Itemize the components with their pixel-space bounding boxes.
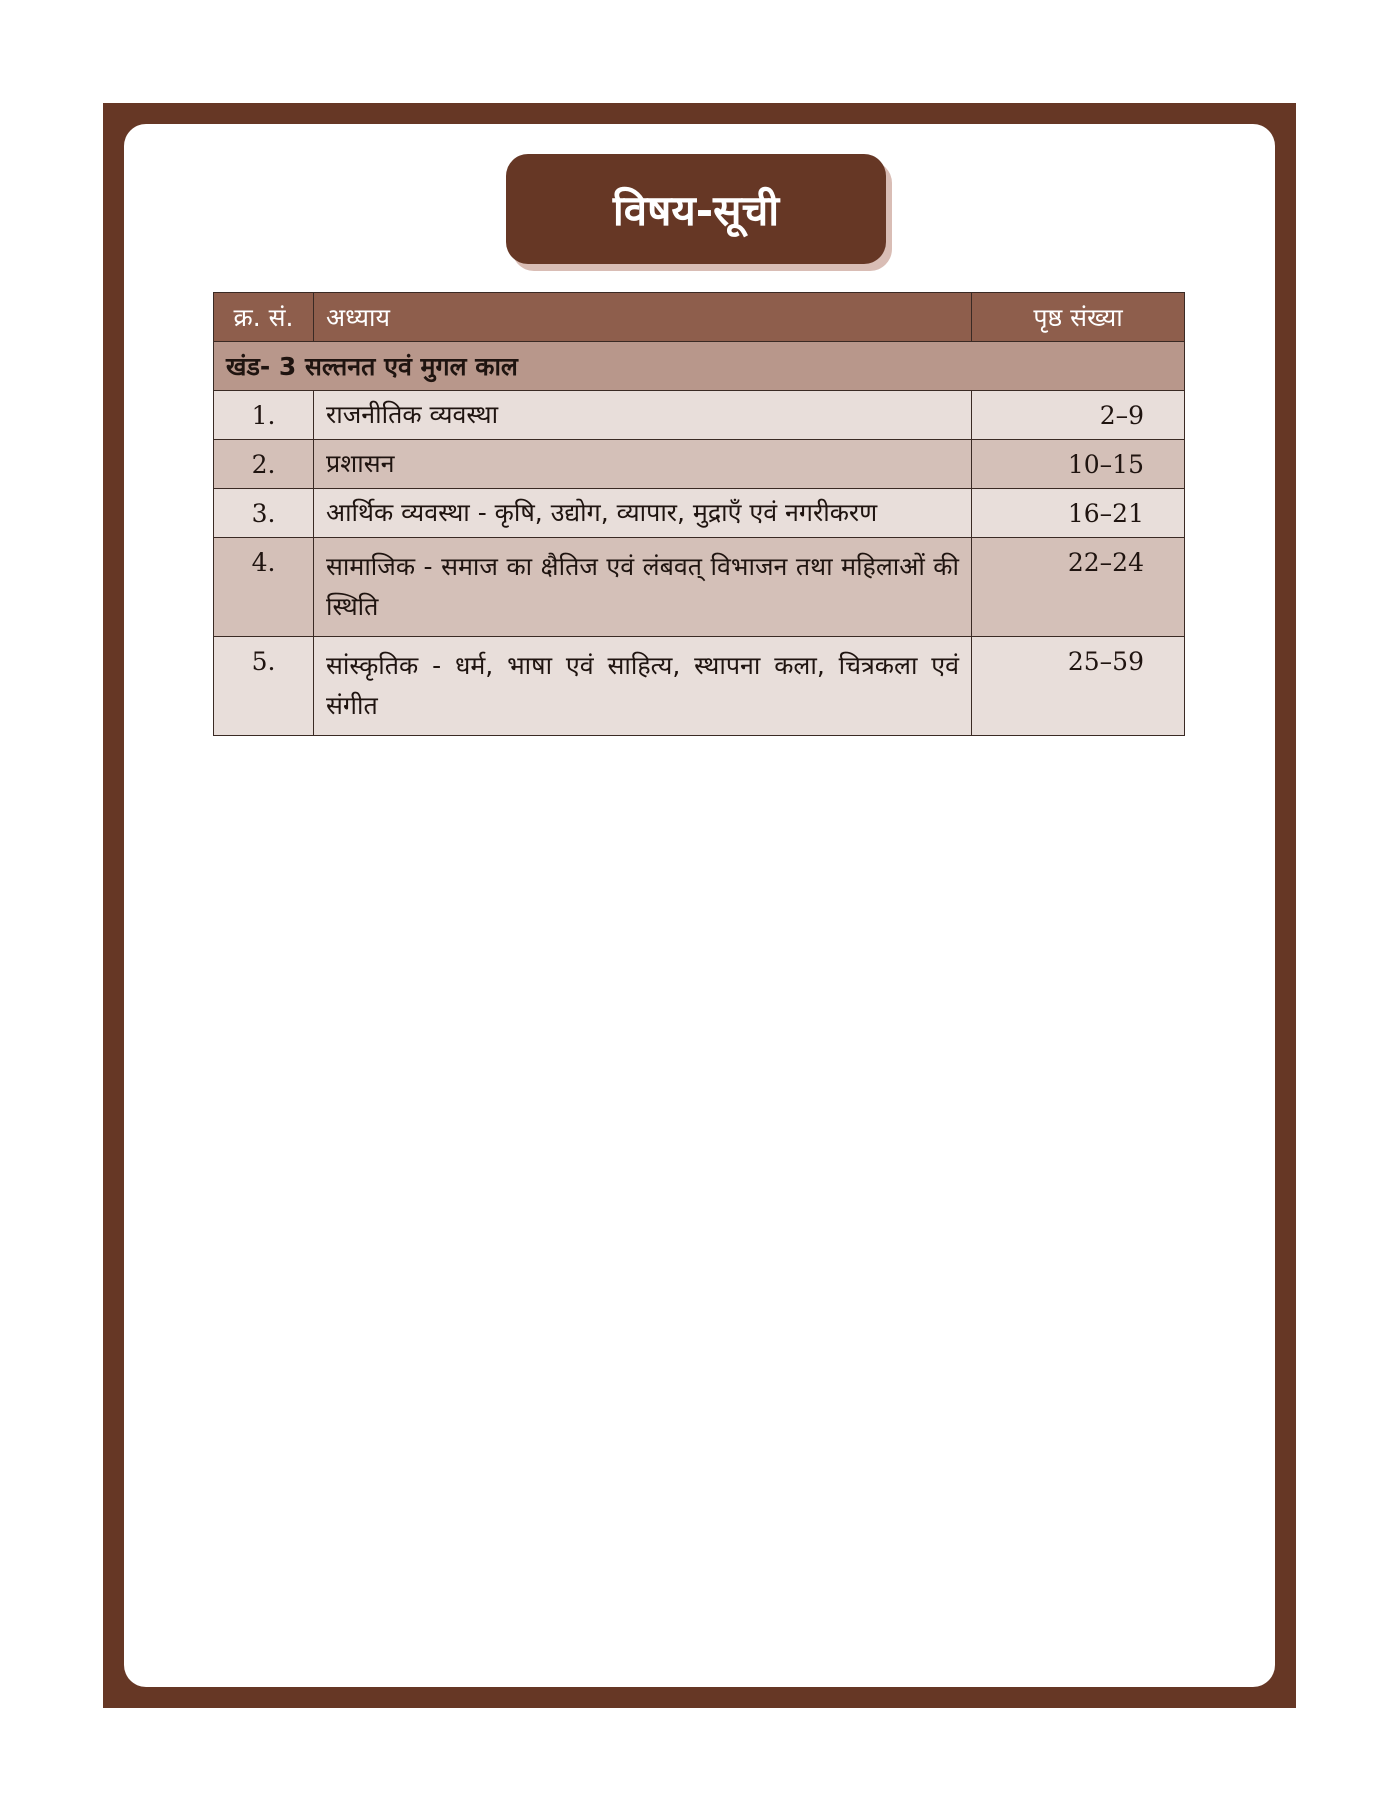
header-page: पृष्ठ संख्या <box>972 293 1185 342</box>
row-serial: 1. <box>214 391 314 440</box>
contents-table <box>213 292 1185 736</box>
row-chapter[interactable]: आर्थिक व्यवस्था - कृषि, उद्योग, व्यापार, मुद्राएँ एवं नगरीकरण <box>314 489 972 538</box>
row-serial: 2. <box>214 440 314 489</box>
table-row <box>214 489 1185 538</box>
section-row <box>214 342 1185 391</box>
row-pages: 2–9 <box>972 391 1185 440</box>
table-row <box>214 538 1185 637</box>
row-serial: 3. <box>214 489 314 538</box>
row-serial: 4. <box>214 538 314 637</box>
row-pages: 22–24 <box>972 538 1185 637</box>
section-title: खंड- 3 सल्तनत एवं मुगल काल <box>214 342 1185 391</box>
page-content <box>124 124 1275 1687</box>
row-chapter[interactable]: राजनीतिक व्यवस्था <box>314 391 972 440</box>
row-chapter[interactable]: प्रशासन <box>314 440 972 489</box>
header-chapter: अध्याय <box>314 293 972 342</box>
row-serial: 5. <box>214 637 314 736</box>
table-row <box>214 637 1185 736</box>
row-chapter[interactable]: सांस्कृतिक - धर्म, भाषा एवं साहित्य, स्थापना कला, चित्रकला एवं संगीत <box>314 637 972 736</box>
page-title: विषय-सूची <box>506 154 886 264</box>
page-frame <box>103 103 1296 1708</box>
row-pages: 25–59 <box>972 637 1185 736</box>
row-chapter[interactable]: सामाजिक - समाज का क्षैतिज एवं लंबवत् विभाजन तथा महिलाओं की स्थिति <box>314 538 972 637</box>
header-serial: क्र. सं. <box>214 293 314 342</box>
table-row <box>214 391 1185 440</box>
row-pages: 10–15 <box>972 440 1185 489</box>
table-header-row <box>214 293 1185 342</box>
table-row <box>214 440 1185 489</box>
row-pages: 16–21 <box>972 489 1185 538</box>
